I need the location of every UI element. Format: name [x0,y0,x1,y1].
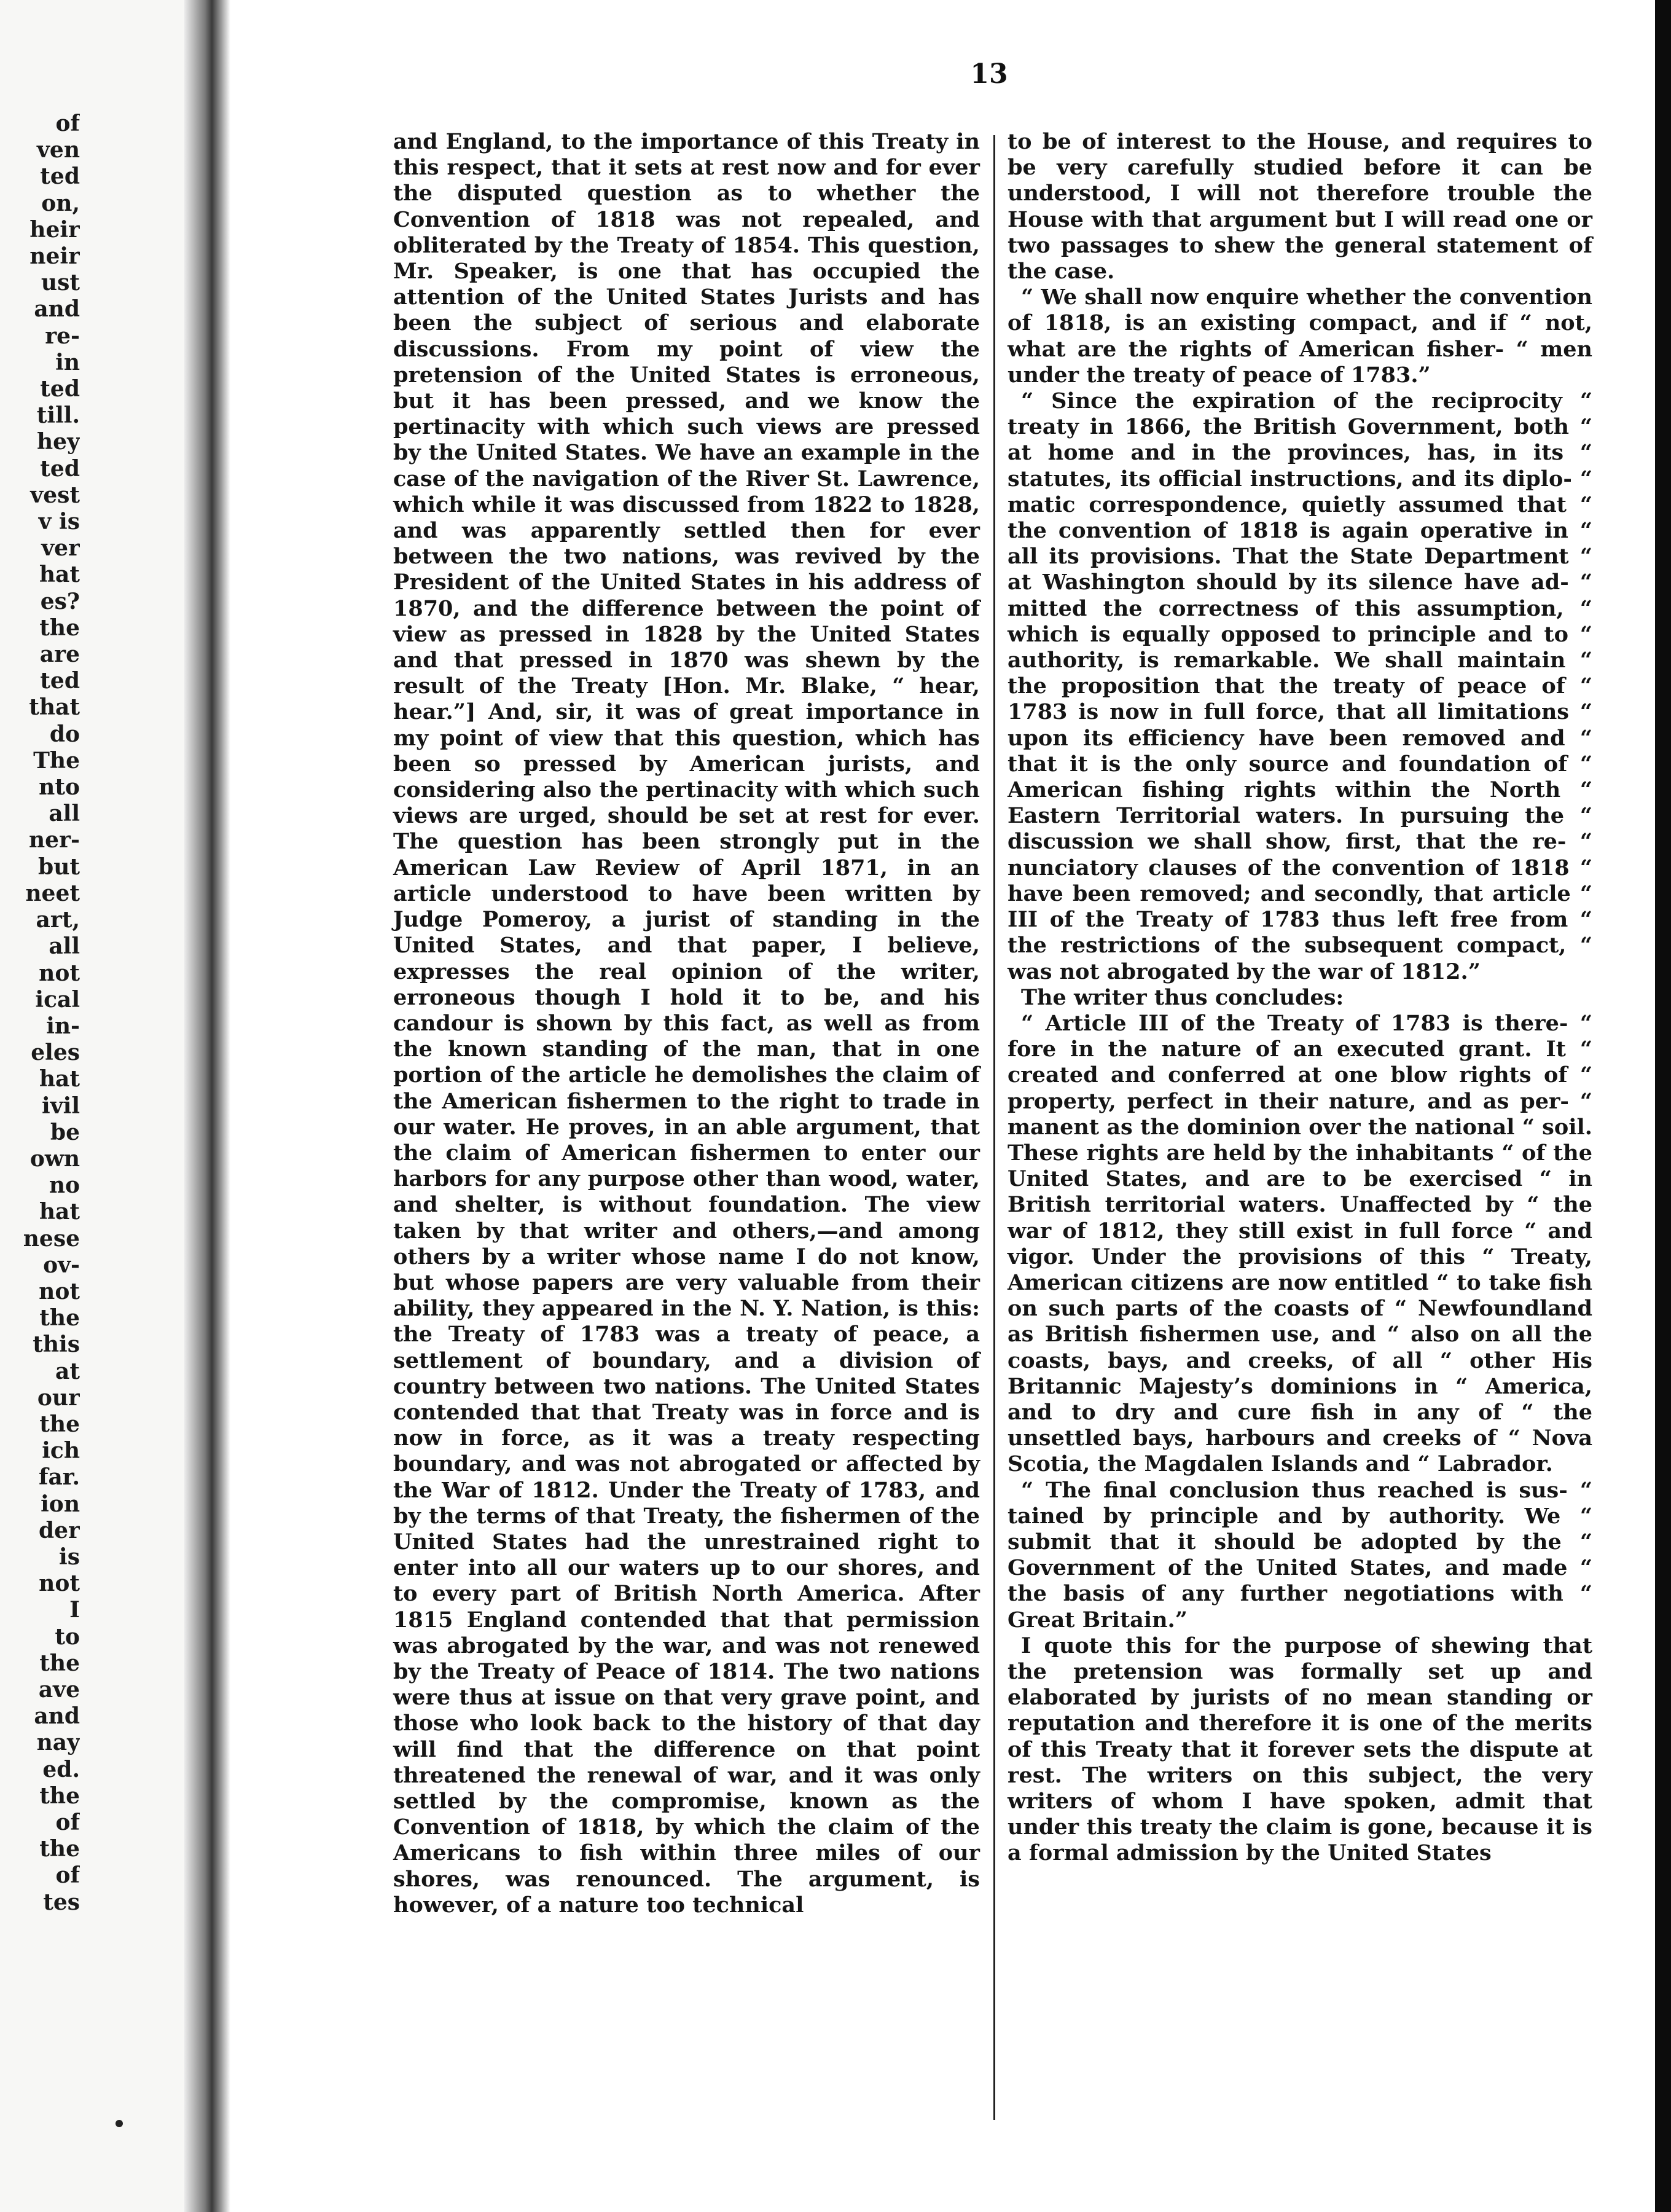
facing-page-fragments [0,111,80,1985]
margin-fragment: ted [40,163,80,190]
margin-fragment: and [34,1703,80,1730]
margin-fragment: at [55,1358,80,1384]
quote-paragraph: “ Since the expiration of the reciprocity “ treaty in 1866, the British Government, both “ at home and in the provinces, has, in its “ statutes, its official instructions, and its diplo- “ matic correspondence, quietly assumed that “ the convention of 1818 is again operative in “ all its provisions. That the State Department “ at Washington should by its silence have ad- “ mitted the correctness of this assumption, “ which is equally opposed to principle and to “ authority, is remarkable. We shall maintain “ the proposition that the treaty of peace of “ 1783 is now in full force, that all limitations “ upon its efficiency have been removed and “ that it is the only source and foundation of “ American fishing rights within the North “ Eastern Territorial waters. In pursuing the “ discussion we shall show, first, that the re- “ nunciatory clauses of the convention of 1818 “ have been removed; and secondly, that article “ III of the Treaty of 1783 thus left free from “ the restrictions of the subsequent compact, “ was not abrogated by the war of 1812.” [1008,388,1592,984]
margin-fragment: der [38,1517,80,1543]
margin-fragment: ner- [29,827,80,853]
column-divider [993,135,995,2120]
margin-fragment: the [39,1650,80,1676]
scan-edge [1655,0,1671,2212]
margin-fragment: in- [46,1013,80,1039]
margin-fragment: not [39,1278,80,1304]
margin-fragment: the [39,614,80,641]
margin-fragment: v is [38,509,80,535]
margin-fragment: hat [39,1199,80,1225]
margin-fragment: ich [42,1438,80,1464]
margin-fragment: all [49,933,80,960]
margin-fragment: ust [41,270,80,296]
margin-fragment: and [34,296,80,323]
margin-fragment: ver [41,535,80,562]
margin-fragment: to [55,1623,80,1650]
margin-fragment: art, [36,907,80,933]
margin-fragment: are [39,641,80,668]
margin-fragment: not [39,960,80,986]
margin-fragment: in [55,349,80,375]
binding-gutter [184,0,230,2212]
margin-fragment: do [49,721,80,747]
quote-paragraph: “ The final conclusion thus reached is sus- “ tained by principle and by authority. We “ submit that it should be adopted by the “ Government of the United States, and made “ the basis of any further negotiations with “ Great Britain.” [1008,1477,1592,1633]
margin-fragment: the [39,1836,80,1862]
margin-fragment: ven [37,137,80,163]
margin-fragment: is [59,1543,80,1570]
margin-fragment: es? [40,588,80,614]
margin-fragment: of [55,111,80,136]
right-text-column [1008,129,1592,1867]
margin-fragment: own [29,1145,80,1172]
margin-fragment: heir [29,216,80,243]
margin-fragment: on, [41,190,80,216]
margin-fragment: this [33,1332,80,1358]
margin-fragment: be [50,1119,80,1145]
margin-fragment: hat [39,1066,80,1092]
margin-fragment: neet [25,880,80,906]
margin-fragment: hat [39,562,80,588]
margin-fragment: far. [38,1464,80,1491]
margin-fragment: ical [35,986,80,1013]
margin-fragment: ted [40,668,80,694]
margin-fragment: tes [43,1889,80,1915]
margin-fragment: that [29,694,80,721]
page-number: 13 [970,58,1008,90]
paragraph: The writer thus concludes: [1021,984,1344,1010]
ink-speck [115,2120,123,2127]
paragraph: and England, to the importance of this Treaty in this respect, that it sets at rest now and for ever the disputed question as to whether the Convention of 1818 was not repealed, and obliterated by the Treaty of 1854. This question, Mr. Speaker, is one that has occupied the attention of the United States Jurists and has been the subject of serious and elaborate discussions. From my point of view the pretension of the United States is erroneous, but it has been pressed, and we know the pertinacity with which such views are pressed by the United States. We have an example in the case of the navigation of the River St. Lawrence, which while it was discussed from 1822 to 1828, and was apparently settled then for ever between the two nations, was revived by the President of the United States in his address of 1870, and the difference between the point of view as pressed in 1828 by the United States and that pressed in 1870 was shewn by the result of the Treaty [Hon. Mr. Blake, “ hear, hear.”] And, sir, it was of great importance in my point of view that this question, which has been so pressed by American jurists, and considering also the pertinacity with which such views are urged, should be set at rest for ever. The question has been strongly put in the American Law Review of April 1871, in an article understood to have been written by Judge Pomeroy, a jurist of standing in the United States, and that paper, I believe, expresses the real opinion of the writer, erroneous though I hold it to be, and his candour is shown by this fact, as well as from the known standing of the man, that in one portion of the article he demolishes the claim of the American fishermen to the right to trade in our water. He proves, in an able argument, that the claim of American fishermen to enter our harbors for any purpose other than wood, water, and shelter, is without foundation. The view taken by that writer and others,—and among others by a writer whose name I do not know, but whose papers are very valuable from their ability, they appeared in the N. Y. Nation, is this: the Treaty of 1783 was a treaty of peace, a settlement of boundary, and a division of country between two nations. The United States contended that that Treaty was in force and is now in force, as it was a treaty respecting boundary, and was not abrogated or affected by the War of 1812. Under the Treaty of 1783, and by the terms of that Treaty, the fishermen of the United States had the unrestrained right to enter into all our waters up to our shores, and to every part of British North America. After 1815 England contended that that permission was abrogated by the war, and was not renewed by the Treaty of Peace of 1814. The two nations were thus at issue on that very grave point, and those who look back to the history of that day will find that the difference on that point threatened the renewal of war, and it was only settled by the compromise, known as the Convention of 1818, by which the claim of the Americans to fish within three miles of our shores, was renounced. The argument, is however, of a nature too technical [393,129,980,1918]
margin-fragment: nese [23,1225,80,1252]
margin-fragment: of [55,1862,80,1889]
margin-fragment: ion [41,1491,80,1517]
margin-fragment: ov- [43,1252,80,1278]
margin-fragment: ted [40,376,80,402]
margin-fragment: the [39,1783,80,1809]
margin-fragment: eles [31,1040,80,1066]
margin-fragment: not [39,1571,80,1597]
margin-fragment: but [38,853,80,880]
margin-fragment: The [33,747,80,774]
margin-fragment: hey [37,429,80,455]
margin-fragment: vest [30,482,80,508]
quote-paragraph: “ We shall now enquire whether the convention of 1818, is an existing compact, and if “ not, what are the rights of American fisher- “ men under the treaty of peace of 1783.” [1008,284,1592,388]
margin-fragment: I [69,1597,80,1623]
margin-fragment: the [39,1305,80,1332]
quote-paragraph: “ Article III of the Treaty of 1783 is there- “ fore in the nature of an executed grant. It “ created and conferred at one blow rights of “ property, perfect in their nature, and as per- “ manent as the dominion over the national “ soil. These rights are held by the inhabitants “ of the United States, and are to be exercised “ in British territorial waters. Unaffected by “ the war of 1812, they still exist in full force “ and vigor. Under the provisions of this “ Treaty, American citizens are now entitled “ to take fish on such parts of the coasts of “ Newfoundland as British fishermen use, and “ also on all the coasts, bays, and creeks, of all “ other His Britannic Majesty’s dominions in “ America, and to dry and cure fish in any of “ the unsettled bays, harbours and creeks of “ Nova Scotia, the Magdalen Islands and “ Labrador. [1008,1010,1592,1477]
margin-fragment: our [37,1384,80,1411]
left-text-column [393,129,980,1918]
margin-fragment: ivil [42,1092,80,1119]
paragraph: I quote this for the purpose of shewing that the pretension was formally set up and elaborated by jurists of no mean standing or reputation and therefore it is one of the merits of this Treaty that it forever sets the dispute at rest. The writers on this subject, the very writers of whom I have spoken, admit that under this treaty the claim is gone, because it is a formal admission by the United States [1008,1633,1592,1866]
margin-fragment: nto [39,774,80,801]
margin-fragment: no [49,1172,80,1199]
margin-fragment: of [55,1810,80,1835]
margin-fragment: all [49,801,80,827]
margin-fragment: neir [29,243,80,270]
margin-fragment: till. [36,402,80,429]
margin-fragment: ed. [42,1756,80,1783]
margin-fragment: the [39,1411,80,1437]
margin-fragment: ted [40,455,80,482]
margin-fragment: ave [38,1676,80,1703]
paragraph: to be of interest to the House, and requires to be very carefully studied before it can be understood, I will not therefore trouble the House with that argument but I will read one or two passages to shew the general statement of the case. [1008,129,1592,284]
margin-fragment: nay [36,1730,80,1756]
margin-fragment: re- [45,323,80,349]
